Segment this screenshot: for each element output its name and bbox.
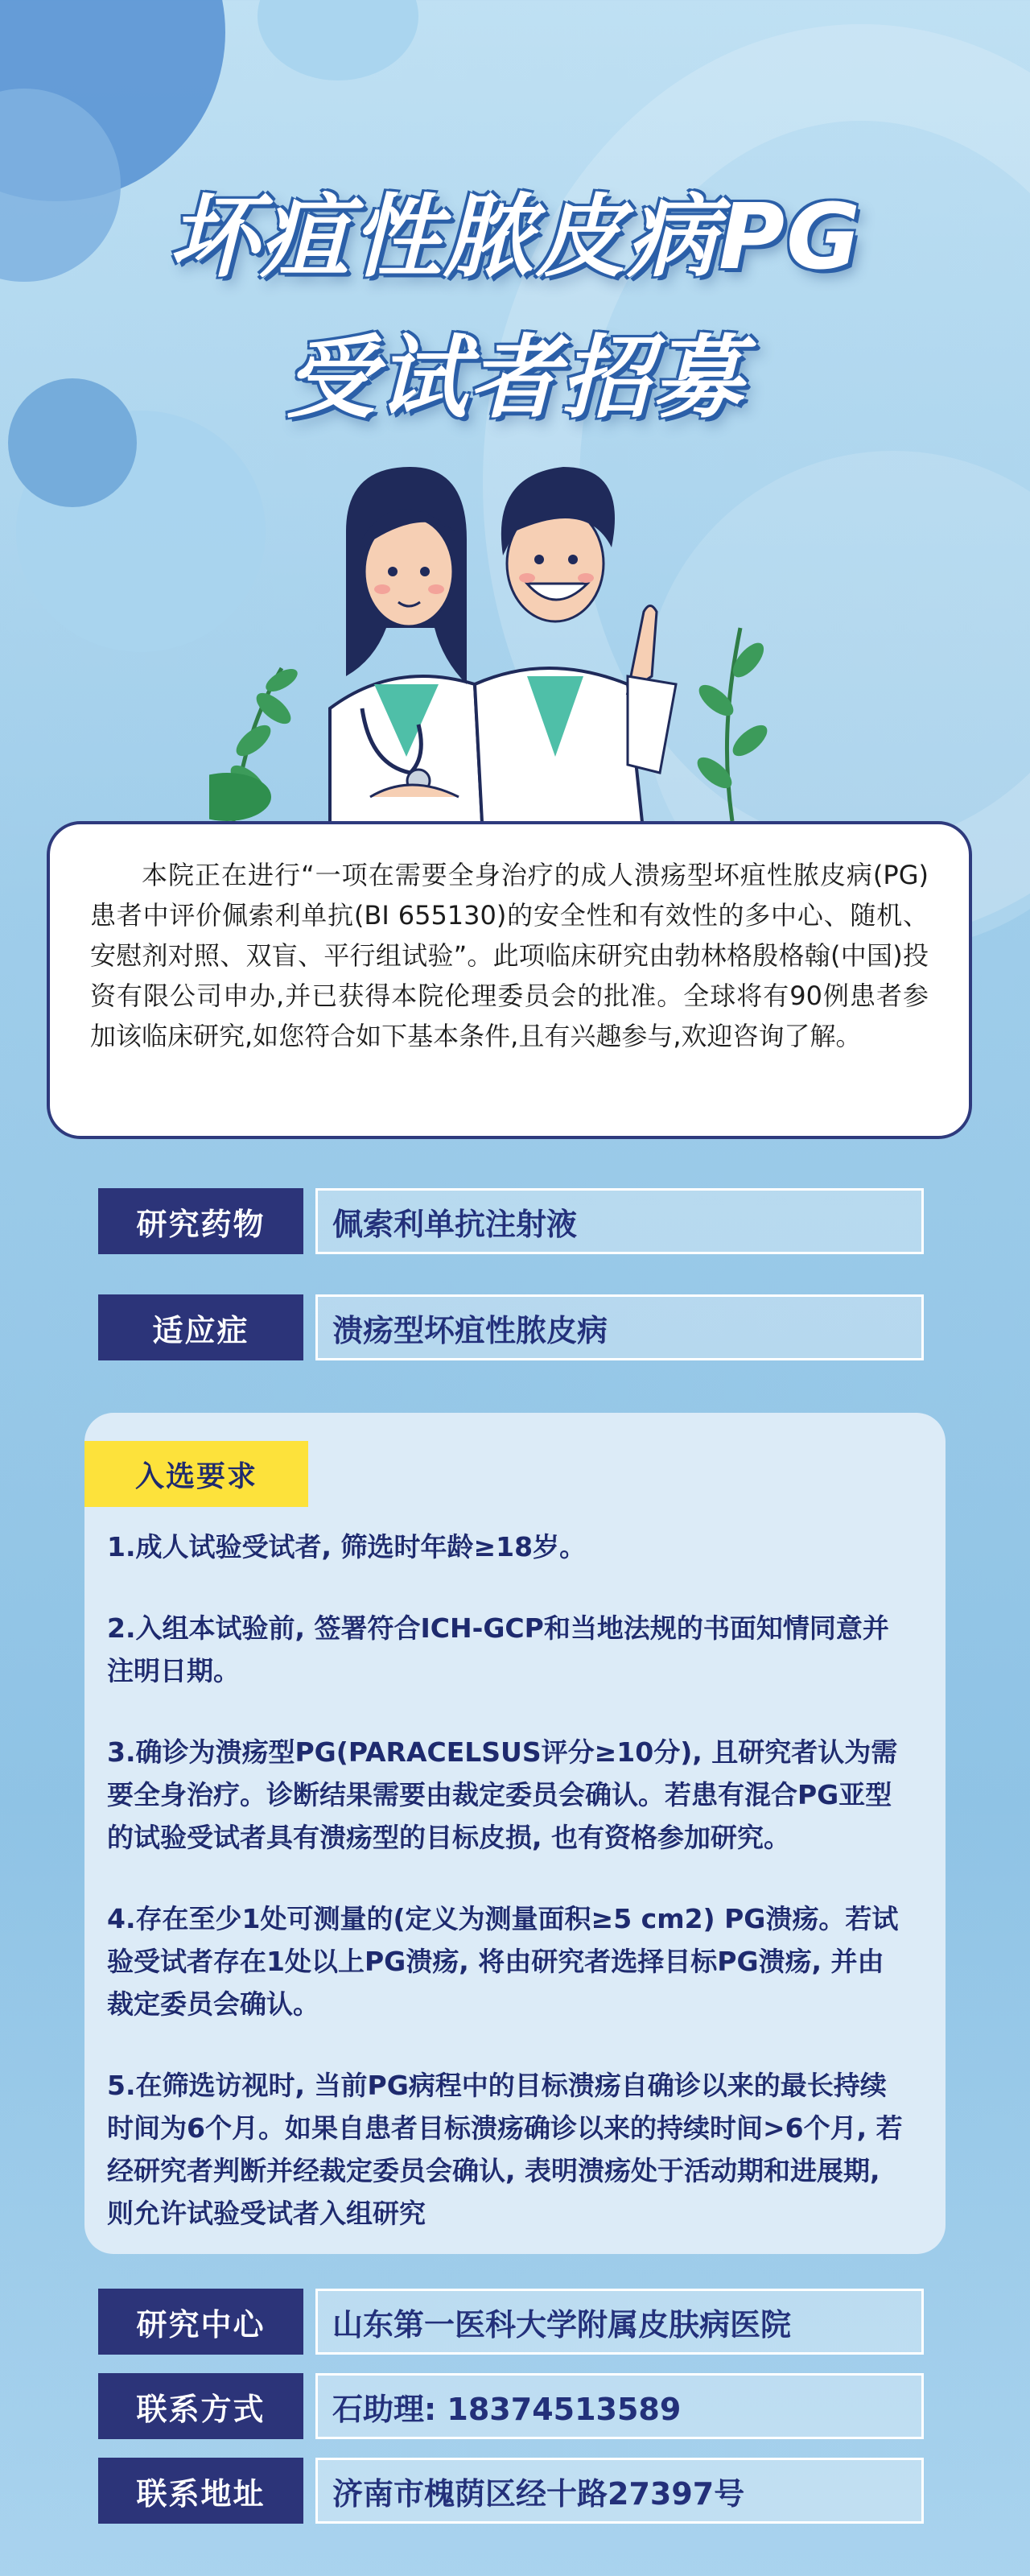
female-doctor-figure	[330, 467, 483, 837]
criteria-item: 4.存在至少1处可测量的(定义为测量面积≥5 cm2) PG溃疡。若试验受试者存在1处以上PG溃疡, 将由研究者选择目标PG溃疡, 并由裁定委员会确认。	[107, 1903, 899, 2020]
info-value: 溃疡型坏疽性脓皮病	[315, 1294, 924, 1360]
criteria-item: 3.确诊为溃疡型PG(PARACELSUS评分≥10分), 且研究者认为需要全身治疗。诊断结果需要由裁定委员会确认。若患有混合PG亚型的试验受试者具有溃疡型的目标皮损, 也有资格参加研究。	[107, 1736, 898, 1853]
info-label: 研究药物	[98, 1188, 303, 1254]
info-label: 联系方式	[98, 2373, 303, 2439]
info-label: 联系地址	[98, 2458, 303, 2524]
info-row-center	[98, 2289, 924, 2355]
info-value: 石助理: 18374513589	[315, 2373, 924, 2439]
info-label: 适应症	[98, 1294, 303, 1360]
criteria-item: 1.成人试验受试者, 筛选时年龄≥18岁。	[107, 1531, 587, 1563]
info-value: 济南市槐荫区经十路27397号	[315, 2458, 924, 2524]
poster-title-line1: 坏疽性脓皮病PG	[167, 185, 862, 290]
leaf-right-icon	[692, 628, 772, 821]
info-label: 研究中心	[98, 2289, 303, 2355]
poster-title-line2: 受试者招募	[286, 326, 744, 431]
leaf-left-icon	[209, 664, 301, 821]
inclusion-criteria-panel	[84, 1413, 946, 2254]
info-value: 山东第一医科大学附属皮肤病医院	[315, 2289, 924, 2355]
criteria-title: 入选要求	[84, 1441, 308, 1507]
criteria-item: 5.在筛选访视时, 当前PG病程中的目标溃疡自确诊以来的最长持续时间为6个月。如果自患者目标溃疡确诊以来的持续时间>6个月, 若经研究者判断并经裁定委员会确认, 表明溃疡处于活动期和进展期, 则允许试验受试者入组研究	[107, 2070, 903, 2229]
doctors-illustration	[209, 419, 789, 837]
info-row-indication	[98, 1294, 924, 1360]
info-row-address	[98, 2458, 924, 2524]
decorative-circle	[258, 0, 418, 80]
intro-text: 本院正在进行“一项在需要全身治疗的成人溃疡型坏疽性脓皮病(PG)患者中评价佩索利单抗(BI 655130)的安全性和有效性的多中心、随机、安慰剂对照、双盲、平行组试验”。此项临床研究由勃林格殷格翰(中国)投资有限公司申办,并已获得本院伦理委员会的批准。全球将有90例患者参加该临床研究,如您符合如下基本条件,且有兴趣参与,欢迎咨询了解。	[90, 860, 929, 1051]
info-row-drug	[98, 1188, 924, 1254]
intro-box	[47, 821, 972, 1139]
info-row-contact	[98, 2373, 924, 2439]
male-doctor-figure	[475, 467, 676, 837]
info-value: 佩索利单抗注射液	[315, 1188, 924, 1254]
criteria-item: 2.入组本试验前, 签署符合ICH-GCP和当地法规的书面知情同意并注明日期。	[107, 1612, 889, 1686]
